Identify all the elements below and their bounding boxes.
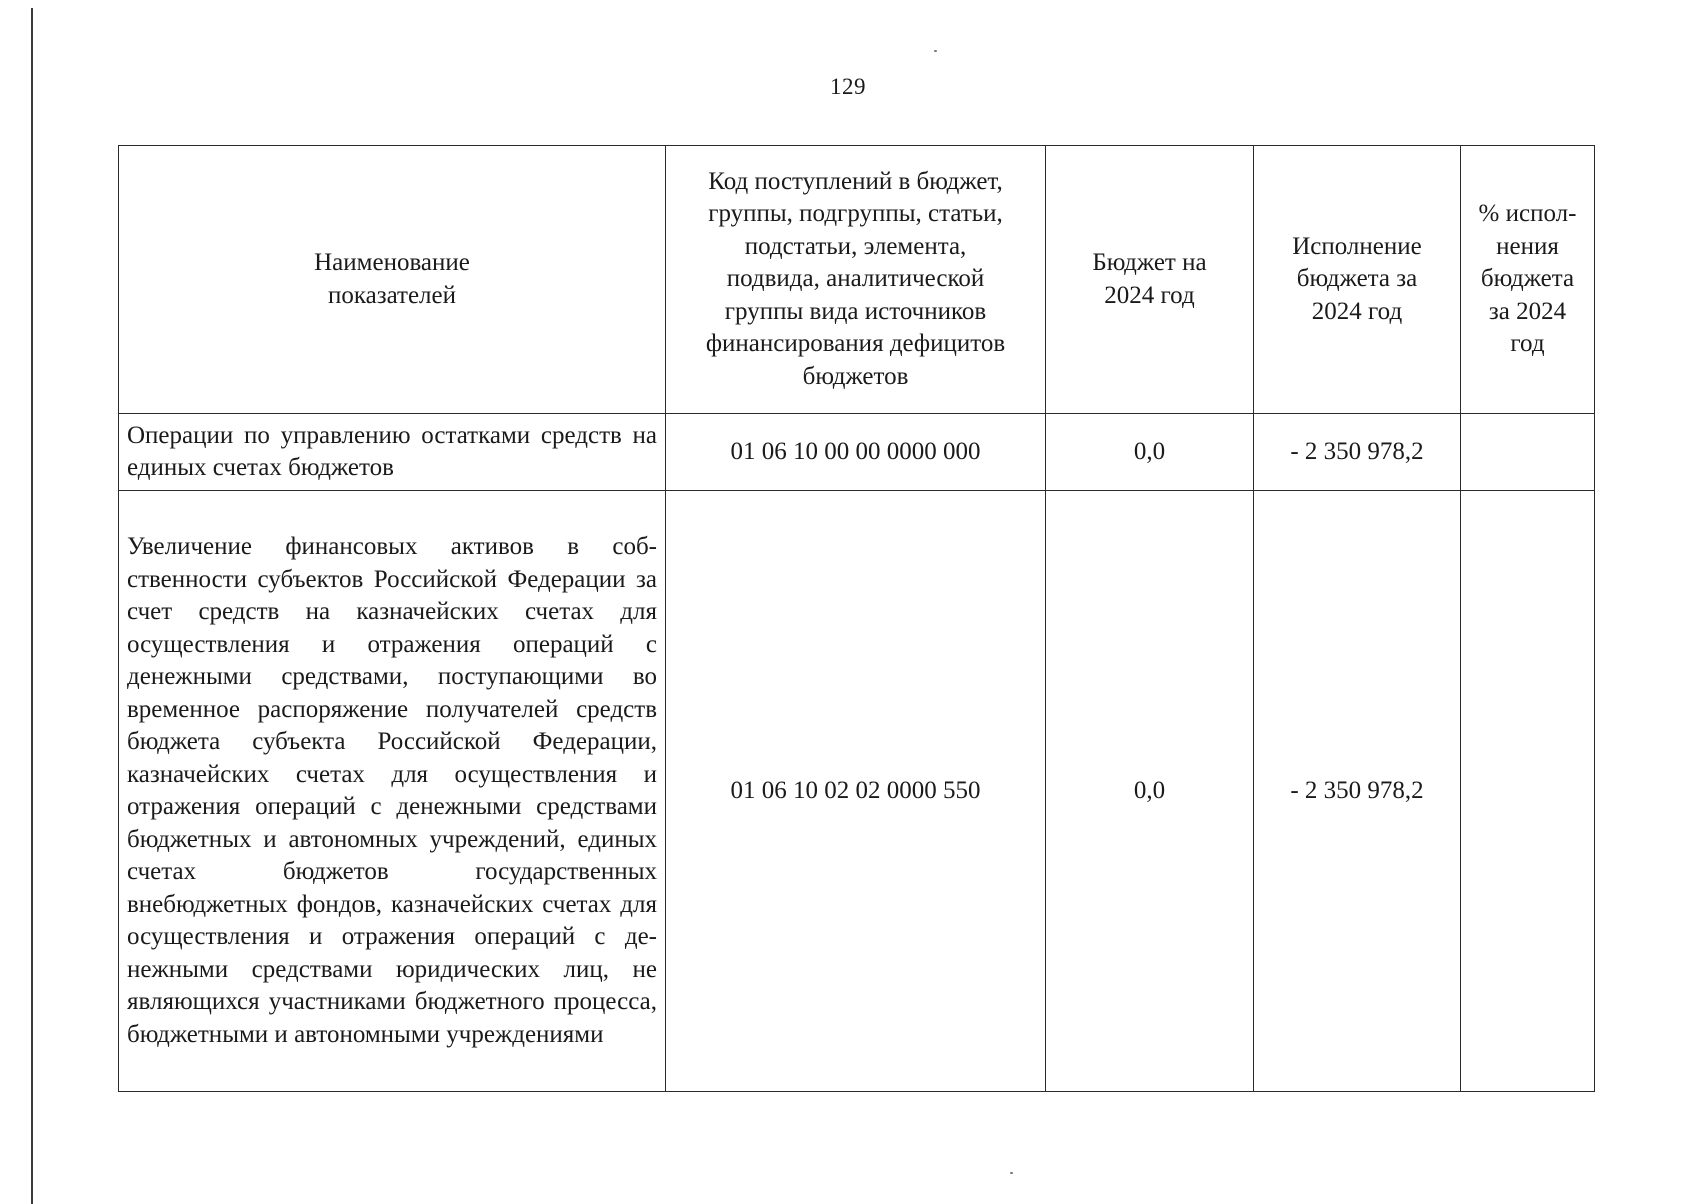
header-name (119, 146, 666, 414)
row-percent (1461, 414, 1595, 491)
table-row (119, 414, 1595, 491)
page-number: 129 (830, 74, 866, 99)
header-percent-text: % испол-нения бюджета за 2024 год (1478, 200, 1577, 358)
table-row (119, 491, 1595, 1092)
row-code: 01 06 10 02 02 0000 550 (666, 491, 1046, 1092)
header-execution (1254, 146, 1461, 414)
table-header-row (119, 146, 1595, 414)
row-execution: - 2 350 978,2 (1254, 491, 1461, 1092)
scan-edge-line (31, 8, 33, 1204)
header-percent (1461, 146, 1595, 414)
row-name: Операции по управлению остатками средств на единых счетах бюджетов (119, 414, 666, 491)
row-execution: - 2 350 978,2 (1254, 414, 1461, 491)
header-name-text: Наименование показателей (314, 249, 470, 309)
row-budget: 0,0 (1046, 491, 1254, 1092)
row-code: 01 06 10 00 00 0000 000 (666, 414, 1046, 491)
header-code-text: Код поступлений в бюджет, группы, подгруппы, статьи, подстатьи, элемента, подвида, аналитической группы вида источников финансирования дефицитов бюджетов (705, 167, 1006, 390)
row-budget: 0,0 (1046, 414, 1254, 491)
scan-speck (1010, 1172, 1013, 1174)
financing-sources-table (118, 145, 1595, 1092)
row-percent (1461, 491, 1595, 1092)
header-code (666, 146, 1046, 414)
header-execution-text: Исполнение бюджета за 2024 год (1292, 232, 1422, 325)
header-budget-text: Бюджет на 2024 год (1092, 249, 1207, 309)
row-name: Увеличение финансовых активов в собственности субъектов Российской Федерации за счет средств на казначейских счетах для осуществления и отражения операций с денежными средствами, поступающими во временное распоряжение получателей средств бюджета субъекта Российской Федерации, казначейских счетах для осуществления и отражения операций с денежными средствами бюджетных и автономных учреждений, единых счетах бюджетов государственных внебюджетных фондов, казначейских счетах для осуществления и отражения операций с денежными средствами юридических лиц, не являющихся участниками бюджетного процесса, бюджетными и автономными учреждениями (119, 491, 666, 1092)
scan-speck (934, 50, 937, 52)
header-budget (1046, 146, 1254, 414)
